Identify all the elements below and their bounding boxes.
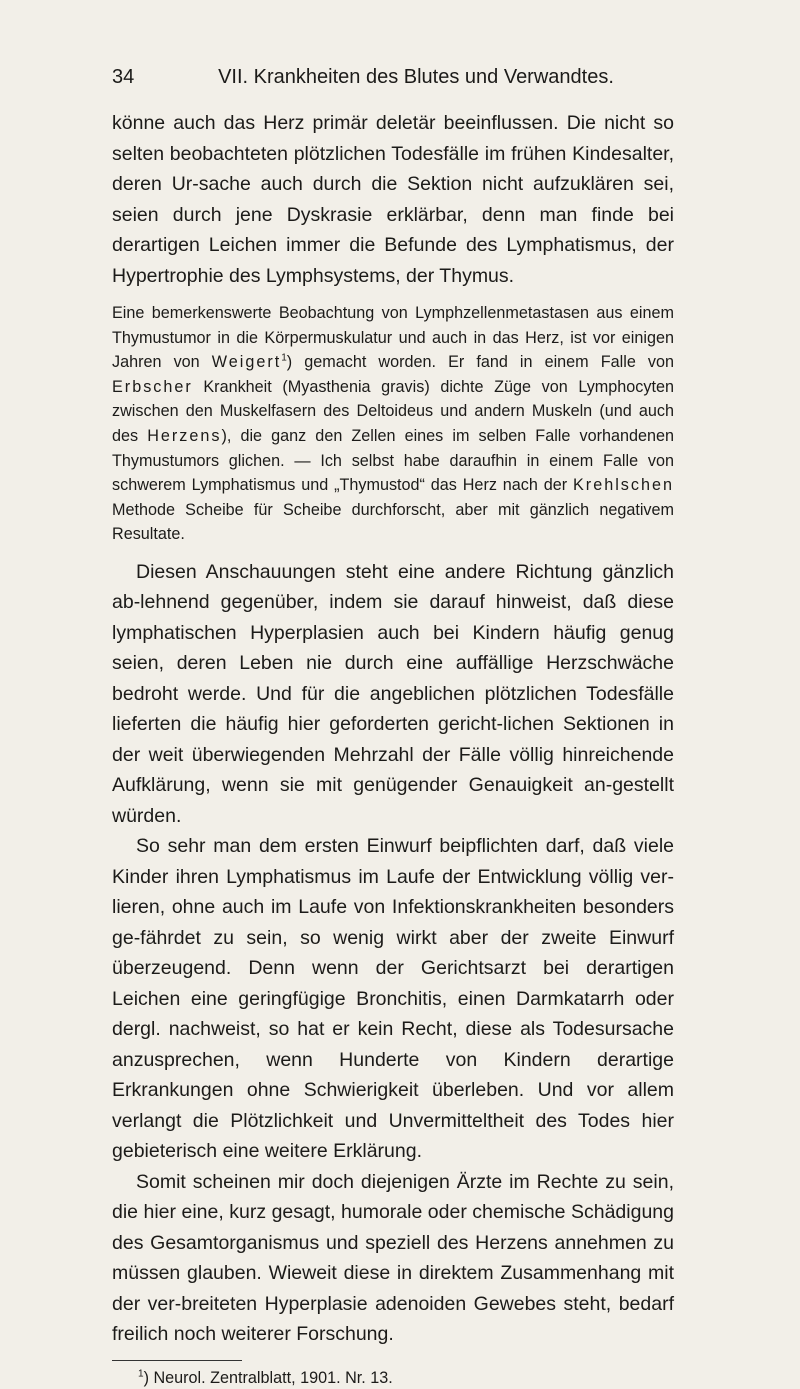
page-header	[112, 62, 672, 92]
footnote	[112, 1367, 674, 1389]
text-run: ) gemacht worden. Er fand in einem Falle von	[286, 353, 674, 372]
emphasis-herzens: Herzens	[147, 426, 222, 445]
page-number: 34	[112, 66, 135, 88]
author-name-erb: Erbscher	[112, 377, 193, 396]
paragraph-4: Somit scheinen mir doch diejenigen Ärzte im Rechte zu sein, die hier eine, kurz gesagt, humorale oder chemische Schädigung des Gesamtorganismus und speziell des Herzens annehmen zu müssen glauben. Wieweit diese in direktem Zusammenhang mit der ver-breiteten Hyperplasie adenoiden Gewebes steht, bedarf freilich noch weiterer Forschung.	[112, 1170, 674, 1346]
text-run: Eine bemerkenswerte Beobachtung von Lymphzellenmetastasen aus einem Thymustumor in die Körpermuskulatur und auch in das Herz, ist vor einigen Jahren von	[112, 304, 674, 372]
paragraph-2: Diesen Anschauungen steht eine andere Richtung gänzlich ab-lehnend gegenüber, indem sie darauf hinweist, daß diese lymphatischen Hyperplasien auch bei Kindern häufig genug seien, deren Leben nie durch eine auffällige Herzschwäche bedroht werde. Und für die angeblichen plötzlichen Todesfälle lieferten die häufig hier geforderten gericht-lichen Sektionen in der weit überwiegenden Mehrzahl der Fälle völlig hinreichende Aufklärung, wenn sie mit genügender Genauigkeit an-gestellt würden.	[112, 560, 674, 827]
text-run: ), die ganz den Zellen eines im selben Falle vorhandenen Thymustumors glichen. — Ich selbst habe daraufhin in einem Falle von schwerem Lymphatismus und „Thymustod“ das Herz nach der	[112, 426, 674, 495]
footnote-mark: 1	[138, 1368, 144, 1380]
footnote-text: ) Neurol. Zentralblatt, 1901. Nr. 13.	[143, 1368, 393, 1387]
footnote-divider	[112, 1360, 242, 1361]
text-run: Methode Scheibe für Scheibe durchforscht, aber mit gänzlich negativem Resultate.	[112, 500, 674, 544]
author-name-krehl: Krehlschen	[573, 476, 674, 495]
paragraph-3: So sehr man dem ersten Einwurf beipflichten darf, daß viele Kinder ihren Lymphatismus im Laufe der Entwicklung völlig ver-lieren, ohne auch im Laufe von Infektionskrankheiten besonders ge-fährdet zu sein, so wenig wirkt aber der zweite Einwurf überzeugend. Denn wenn der Gerichtsarzt bei derartigen Leichen eine geringfügige Bronchitis, einen Darmkatarrh oder dergl. nachweist, so hat er kein Recht, diese als Todesursache anzusprechen, wenn Hunderte von Kindern derartige Erkrankungen ohne Schwierigkeit überleben. Und vor allem verlangt die Plötzlichkeit und Unvermitteltheit des Todes hier gebieterisch eine weitere Erklärung.	[112, 835, 674, 1163]
author-name-weigert: Weigert	[211, 353, 282, 372]
text-run: Krankheit (Myasthenia gravis) dichte Züge von Lymphocyten zwischen den Muskelfasern des Deltoideus und andern Muskeln (und auch des	[112, 377, 674, 445]
small-print-paragraph	[112, 301, 674, 547]
running-title: VII. Krankheiten des Blutes und Verwandtes.	[218, 66, 614, 88]
paragraph-1: könne auch das Herz primär deletär beeinflussen. Die nicht so selten beobachteten plötzlichen Todesfälle im frühen Kindesalter, deren Ur-sache auch durch die Sektion nicht aufzuklären sei, seien durch jene Dyskrasie erklärbar, denn man finde bei derartigen Leichen immer die Befunde des Lymphatismus, der Hypertrophie des Lymphsystems, der Thymus.	[112, 112, 674, 287]
footnote-reference: 1	[281, 352, 287, 364]
page-body	[112, 108, 674, 1389]
